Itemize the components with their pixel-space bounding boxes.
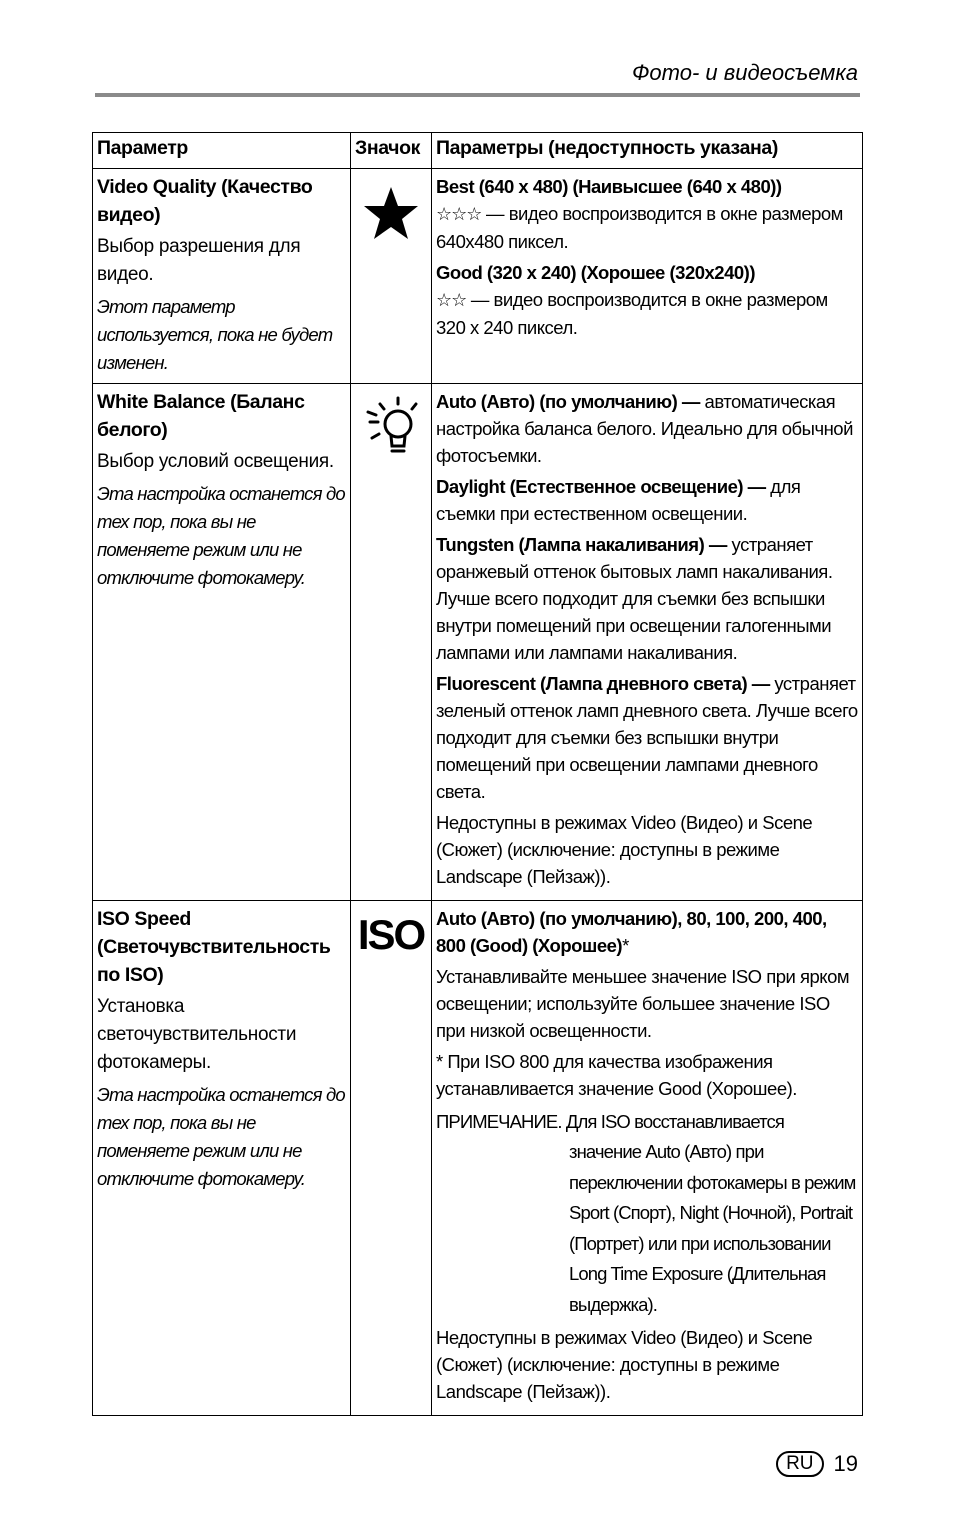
iso-advice: Устанавливайте меньшее значение ISO при ярком освещении; используйте большее значение ISO при низкой освещенности. — [436, 966, 850, 1041]
page-section-title: Фото- и видеосъемка — [631, 60, 858, 85]
availability-note: Недоступны в режимах Video (Видео) и Scene (Сюжет) (исключение: доступны в режиме Landscape (Пейзаж)). — [436, 812, 813, 887]
iso-icon: ISO — [357, 911, 425, 958]
language-badge: RU — [776, 1451, 823, 1477]
option-label: Best (640 x 480) (Наивысшее (640 x 480)) — [436, 176, 782, 197]
option-text: автоматическая настройка баланса белого. Идеально для обычной фотосъемки. — [436, 391, 853, 466]
option-label: Tungsten (Лампа накаливания) — — [436, 534, 727, 555]
options-cell — [432, 901, 863, 1416]
options-cell — [432, 169, 863, 384]
icon-cell — [351, 169, 432, 384]
option-text: устраняет зеленый оттенок ламп дневного света. Лучше всего подходит для съемки без вспышки внутри помещений при освещении лампами дневного света. — [436, 673, 858, 802]
option-text: для съемки при естественном освещении. — [436, 476, 801, 524]
header-rule — [95, 93, 860, 97]
option-auto — [436, 388, 858, 469]
parameter-description: Выбор условий освещения. — [97, 451, 334, 472]
remark-lead: ПРИМЕЧАНИЕ. Для ISO восстанавливается — [436, 1111, 784, 1132]
iso-footnote: * При ISO 800 для качества изображения устанавливается значение Good (Хорошее). — [436, 1051, 797, 1099]
parameter-name: ISO Speed (Светочувствительность по ISO) — [97, 908, 331, 986]
option-tungsten — [436, 531, 858, 666]
parameter-note: Эта настройка останется до тех пор, пока вы не поменяете режим или не отключите фотокамеру. — [97, 483, 345, 588]
light-bulb-icon — [358, 394, 424, 460]
three-stars-icon: ☆☆☆ — [436, 204, 482, 224]
option-daylight — [436, 473, 858, 527]
parameters-table — [92, 132, 863, 1416]
two-stars-icon: ☆☆ — [436, 290, 467, 310]
table-row — [93, 901, 863, 1416]
star-icon — [361, 185, 421, 241]
icon-cell — [351, 384, 432, 901]
option-text: устраняет оранжевый оттенок бытовых ламп накаливания. Лучше всего подходит для съемки без вспышки внутри помещений при освещении галогенными лампами или лампами накаливания. — [436, 534, 833, 663]
parameter-description: Установка светочувствительности фотокамеры. — [97, 996, 297, 1073]
parameter-note: Эта настройка останется до тех пор, пока вы не поменяете режим или не отключите фотокамеру. — [97, 1084, 345, 1189]
option-label: Daylight (Естественное освещение) — — [436, 476, 766, 497]
table-header-row — [93, 133, 863, 169]
page-number: 19 — [833, 1451, 858, 1476]
column-header-parameter: Параметр — [93, 133, 351, 169]
parameter-cell — [93, 384, 351, 901]
iso-remark — [436, 1106, 858, 1320]
option-values — [436, 905, 858, 959]
option-text: — видео воспроизводится в окне размером 320 x 240 пиксел. — [436, 289, 828, 338]
remark-body: значение Auto (Авто) при переключении фотокамеры в режим Sport (Спорт), Night (Ночной), Portrait (Портрет) или при использовании Long Time Exposure (Длительная выдержка). — [569, 1141, 856, 1315]
option-good — [436, 259, 858, 341]
option-footnote-marker: * — [622, 935, 629, 956]
parameter-note: Этот параметр используется, пока не будет изменен. — [97, 296, 333, 373]
option-label: Good (320 x 240) (Хорошее (320x240)) — [436, 262, 755, 283]
parameter-name: White Balance (Баланс белого) — [97, 391, 305, 441]
table-row — [93, 384, 863, 901]
column-header-icon: Значок — [351, 133, 432, 169]
option-best — [436, 173, 858, 255]
availability-note: Недоступны в режимах Video (Видео) и Scene (Сюжет) (исключение: доступны в режиме Landscape (Пейзаж)). — [436, 1327, 813, 1402]
icon-cell — [351, 901, 432, 1416]
parameter-description: Выбор разрешения для видео. — [97, 236, 301, 285]
page-footer — [776, 1451, 858, 1477]
table-row — [93, 169, 863, 384]
option-label: Auto (Авто) (по умолчанию) — — [436, 391, 700, 412]
parameter-cell — [93, 169, 351, 384]
parameter-cell — [93, 901, 351, 1416]
option-label: Fluorescent (Лампа дневного света) — — [436, 673, 770, 694]
column-header-options: Параметры (недоступность указана) — [432, 133, 863, 169]
options-cell — [432, 384, 863, 901]
option-label: Auto (Авто) (по умолчанию), 80, 100, 200, 400, 800 (Good) (Хорошее) — [436, 908, 827, 956]
parameter-name: Video Quality (Качество видео) — [97, 176, 313, 226]
option-fluorescent — [436, 670, 858, 805]
option-text: — видео воспроизводится в окне размером 640x480 пиксел. — [436, 203, 843, 252]
